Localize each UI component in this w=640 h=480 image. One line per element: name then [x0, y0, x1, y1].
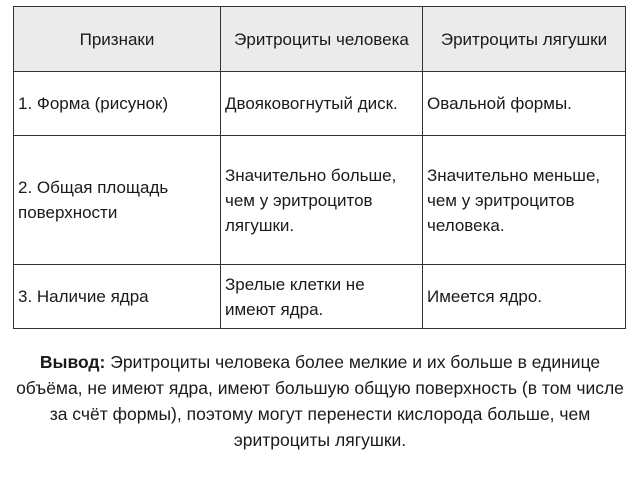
- table-row: [14, 136, 626, 265]
- row-feature: 2. Общая площадь поверхности: [14, 136, 221, 265]
- comparison-table: [13, 6, 626, 329]
- row-frog-value: Значительно меньше, чем у эритроцитов человека.: [423, 136, 626, 265]
- row-human-value: Зрелые клетки не имеют ядра.: [221, 265, 423, 329]
- header-human-erythrocytes: Эритроциты человека: [221, 7, 423, 72]
- table-header-row: [14, 7, 626, 72]
- row-frog-value: Овальной формы.: [423, 72, 626, 136]
- row-feature: 1. Форма (рисунок): [14, 72, 221, 136]
- table-row: [14, 72, 626, 136]
- row-frog-value: Имеется ядро.: [423, 265, 626, 329]
- row-human-value: Значительно больше, чем у эритроцитов лягушки.: [221, 136, 423, 265]
- row-human-value: Двояковогнутый диск.: [221, 72, 423, 136]
- header-frog-erythrocytes: Эритроциты лягушки: [423, 7, 626, 72]
- table-row: [14, 265, 626, 329]
- conclusion-paragraph: [13, 349, 627, 453]
- header-features: Признаки: [14, 7, 221, 72]
- conclusion-label: Вывод:: [39, 352, 106, 372]
- row-feature: 3. Наличие ядра: [14, 265, 221, 329]
- conclusion-text: Эритроциты человека более мелкие и их больше в единице объёма, не имеют ядра, имеют большую общую поверхность (в том числе за счёт формы), поэтому могут перенести кислорода больше, чем эритроциты лягушки.: [16, 352, 624, 450]
